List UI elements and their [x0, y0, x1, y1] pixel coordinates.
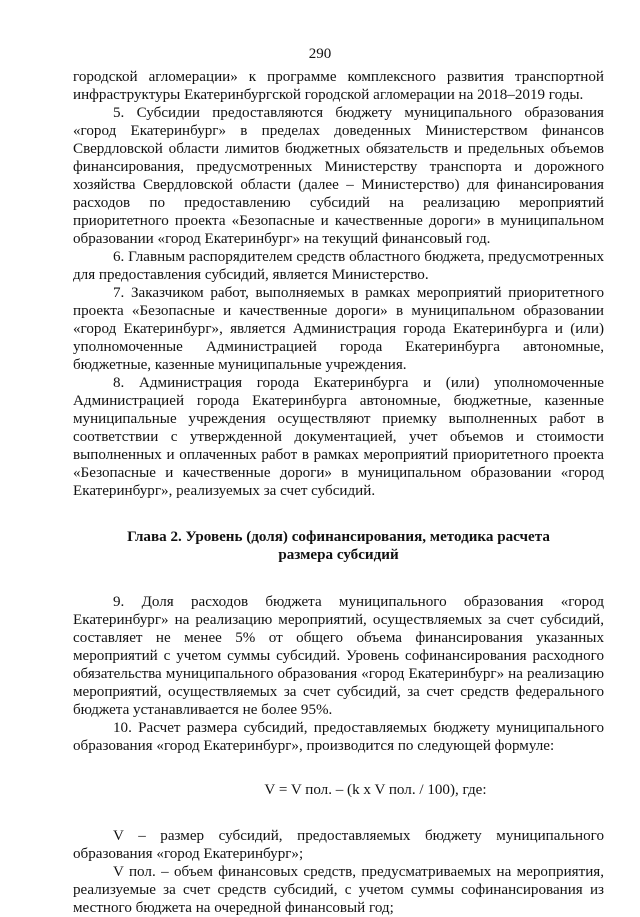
chapter-title-line-1: Глава 2. Уровень (доля) софинансирования, методика расчета	[127, 529, 550, 545]
page-number: 290	[308, 46, 332, 62]
chapter-title-line-2: размера субсидий	[278, 547, 399, 563]
definition-v-pol: V пол. – объем финансовых средств, предусматриваемых на мероприятия, реализуемые за счет средств субсидий, с учетом суммы софинансирования из местного бюджета на очередной финансовый год;	[73, 864, 604, 916]
formula: V = V пол. – (k x V пол. / 100), где:	[264, 782, 487, 798]
paragraph-10: 10. Расчет размера субсидий, предоставляемых бюджету муниципального образования «город Екатеринбург», производится по следующей формуле:	[73, 720, 604, 754]
paragraph-8: 8. Администрация города Екатеринбурга и (или) уполномоченные Администрацией города Екатеринбурга автономные, бюджетные, казенные муниципальные учреждения осуществляют приемку выполненных работ в соответствии с утвержденной документацией, учет объемов и стоимости выполненных и оплаченных работ в рамках мероприятий приоритетного проекта «Безопасные и качественные дороги» в муниципальном образовании «город Екатеринбург», реализуемых за счет субсидий.	[73, 375, 604, 499]
paragraph-5: 5. Субсидии предоставляются бюджету муниципального образования «город Екатеринбург» в пределах доведенных Министерством финансов Свердловской области лимитов бюджетных обязательств и предельных объемов финансирования, предусмотренных Министерству транспорта и дорожного хозяйства Свердловской области (далее – Министерство) для финансирования расходов по предоставлению субсидий на реализацию мероприятий приоритетного проекта «Безопасные и качественные дороги» в муниципальном образовании «город Екатеринбург» на текущий финансовый год.	[73, 105, 604, 247]
chapter-heading	[73, 528, 604, 564]
definition-v: V – размер субсидий, предоставляемых бюджету муниципального образования «город Екатеринбург»;	[73, 828, 604, 862]
paragraph-6: 6. Главным распорядителем средств областного бюджета, предусмотренных для предоставления субсидий, является Министерство.	[73, 249, 604, 283]
document-body	[73, 68, 604, 917]
paragraph-continuation: городской агломерации» к программе комплексного развития транспортной инфраструктуры Екатеринбургской городской агломерации на 2018–2019 годы.	[73, 69, 604, 103]
paragraph-7: 7. Заказчиком работ, выполняемых в рамках мероприятий приоритетного проекта «Безопасные и качественные дороги» в муниципальном образовании «город Екатеринбург», является Администрация города Екатеринбурга и (или) уполномоченные Администрацией города Екатеринбурга автономные, бюджетные, казенные муниципальные учреждения.	[73, 285, 604, 373]
paragraph-9: 9. Доля расходов бюджета муниципального образования «город Екатеринбург» на реализацию мероприятий, осуществляемых за счет субсидий, составляет не менее 5% от общего объема финансирования указанных мероприятий с учетом суммы субсидий. Уровень софинансирования расходного обязательства муниципального образования «город Екатеринбург» на реализацию мероприятий, осуществляемых за счет субсидий, за счет средств федерального бюджета устанавливается не более 95%.	[73, 594, 604, 718]
